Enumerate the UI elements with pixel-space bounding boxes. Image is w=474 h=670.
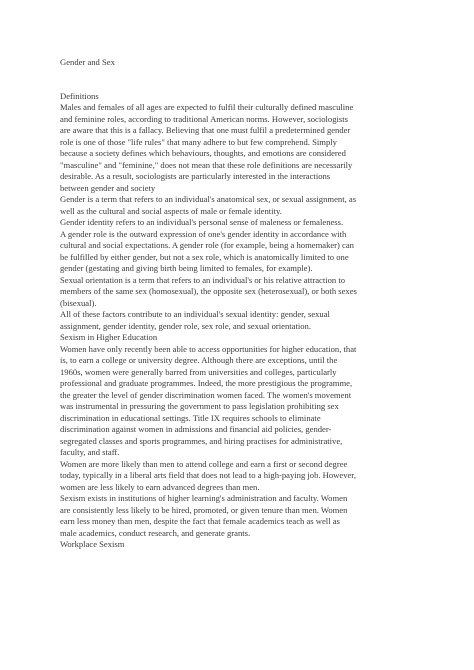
text-line: cultural and social expectations. A gender role (for example, being a homemaker) can (60, 240, 354, 250)
paragraph (60, 309, 422, 332)
text-line: are consistently less likely to be hired, promoted, or given tenure than men. Women (60, 504, 348, 515)
text-line: Sexism exists in institutions of higher learning's administration and faculty. Women (60, 493, 348, 503)
text-line: Sexual orientation is a term that refers to an individual's or his relative attraction to (60, 274, 346, 285)
text-line: well as the cultural and social aspects of male or female identity. (60, 205, 282, 216)
document-body (60, 57, 422, 551)
paragraph (60, 344, 422, 494)
text-line: male academics, conduct research, and generate grants. (60, 527, 251, 538)
text-line: and feminine roles, according to traditional American norms. However, sociologists (60, 113, 348, 124)
text-line: role is one of those "life rules" that many adhere to but few comprehend. Simply (60, 136, 337, 147)
text-line: discrimination in educational settings. Title IX requires schools to eliminate (60, 412, 321, 423)
text-line: earn less money than men, despite the fact that female academics teach as well as (60, 516, 340, 526)
text-line: gender (gestating and giving birth being limited to females, for example). (60, 263, 313, 273)
section (60, 91, 422, 333)
text-line: (bisexual). (60, 297, 97, 308)
text-line: faculty, and staff. (60, 447, 120, 457)
section-heading: Sexism in Higher Education (60, 332, 158, 342)
text-line: assignment, gender identity, gender role, sex role, and sexual orientation. (60, 320, 311, 331)
paragraph (60, 229, 422, 275)
text-line: Males and females of all ages are expected to fulfil their culturally defined masculine (60, 102, 354, 112)
text-line: 1960s, women were generally barred from universities and colleges, particularly (60, 366, 337, 377)
section (60, 539, 422, 551)
section (60, 332, 422, 539)
text-line: are aware that this is a fallacy. Believing that one must fulfil a predetermined gender (60, 125, 351, 135)
text-line: Women are more likely than men to attend college and earn a first or second degree (60, 458, 348, 469)
text-line: professional and graduate programmes. Indeed, the more prestigious the programme, (60, 378, 353, 388)
text-line: segregated classes and sports programmes, and hiring practises for administrative, (60, 435, 343, 446)
text-line: the greater the level of gender discrimination women faced. The women's movement (60, 389, 352, 400)
text-line: women are less likely to earn advanced degrees than men. (60, 481, 260, 492)
section-heading: Definitions (60, 90, 99, 101)
document-title: Gender and Sex (60, 57, 115, 67)
text-line: is, to earn a college or university degree. Although there are exceptions, until the (60, 355, 338, 365)
paragraph (60, 275, 422, 310)
text-line: be fulfilled by either gender, but not a sex role, which is anatomically limited to one (60, 251, 349, 262)
text-line: "masculine" and "feminine," does not mean that these role definitions are necessarily (60, 159, 353, 170)
text-line: today, typically in a liberal arts field that does not lead to a high-paying job. However, (60, 470, 356, 480)
document-sections (60, 91, 422, 551)
paragraph (60, 102, 422, 217)
text-line: desirable. As a result, sociologists are particularly interested in the interactions (60, 171, 331, 181)
paragraph (60, 493, 422, 539)
text-line: All of these factors contribute to an individual's sexual identity: gender, sexual (60, 309, 330, 319)
text-line: A gender role is the outward expression of one's gender identity in accordance with (60, 228, 347, 239)
text-line: between gender and society (60, 182, 156, 193)
text-line: Gender identity refers to an individual's personal sense of maleness or femaleness. (60, 217, 344, 227)
text-line: Women have only recently been able to access opportunities for higher education, that (60, 343, 357, 354)
paragraph (60, 217, 422, 229)
text-line: discrimination against women in admissions and financial aid policies, gender- (60, 424, 332, 434)
section-heading: Workplace Sexism (60, 539, 125, 549)
text-line: because a society defines which behaviours, thoughts, and emotions are considered (60, 148, 346, 158)
text-line: Gender is a term that refers to an individual's anatomical sex, or sexual assignment, as (60, 194, 357, 204)
text-line: was instrumental in pressuring the government to pass legislation prohibiting sex (60, 401, 339, 411)
text-line: members of the same sex (homosexual), the opposite sex (heterosexual), or both sexes (60, 286, 357, 296)
